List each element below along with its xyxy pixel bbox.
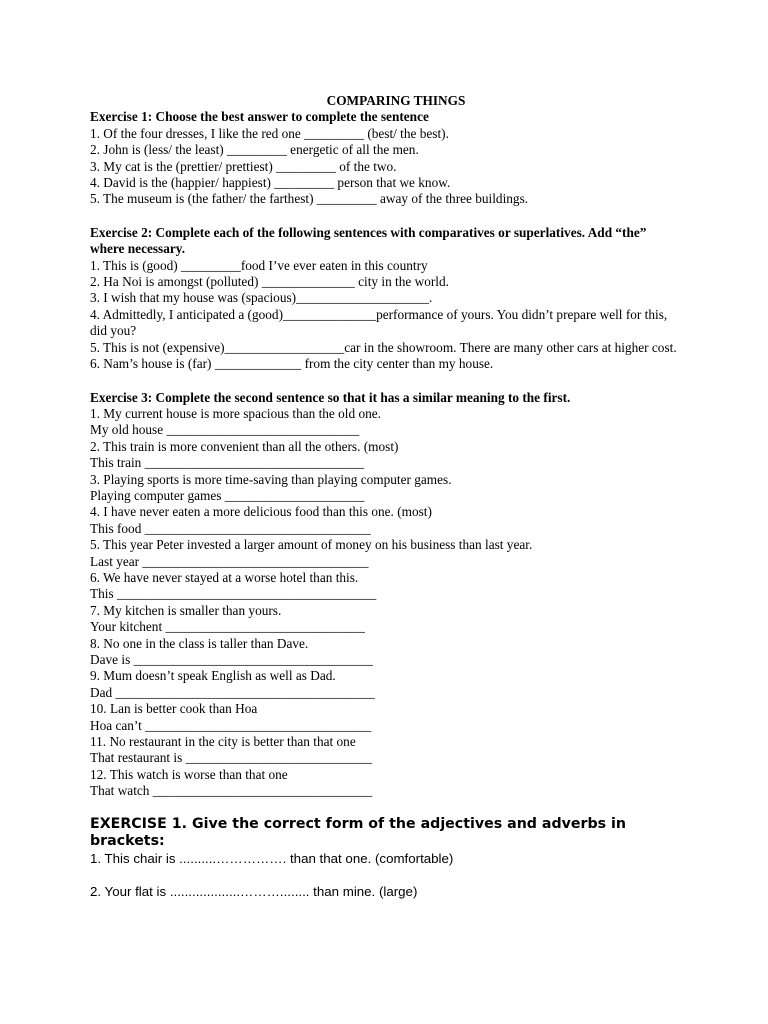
- exercise-2-item: 3. I wish that my house was (spacious)____________________.: [90, 290, 433, 306]
- exercise-1-item: 2. John is (less/ the least) _________ energetic of all the men.: [90, 142, 419, 158]
- exercise-3-answer-line: Playing computer games _____________________: [90, 487, 365, 503]
- exercise-3-prompt: 6. We have never stayed at a worse hotel than this.: [90, 569, 359, 585]
- exercise-3-answer-line: My old house _____________________________: [90, 422, 360, 438]
- exercise-3-prompt: 3. Playing sports is more time-saving than playing computer games.: [90, 471, 452, 487]
- exercise-2-item: 4. Admittedly, I anticipated a (good)______________performance of yours. You didn’t prepare well for this, did you?: [90, 306, 671, 339]
- exercise-3-prompt: 4. I have never eaten a more delicious food than this one. (most): [90, 504, 432, 520]
- page-title: COMPARING THINGS: [326, 93, 466, 108]
- exercise-3-prompt: 8. No one in the class is taller than Dave.: [90, 635, 309, 651]
- exercise-3-answer-line: That watch _________________________________: [90, 783, 373, 799]
- exercise-2: [90, 225, 680, 373]
- exercise-3-prompt: 7. My kitchen is smaller than yours.: [90, 602, 282, 618]
- exercise-3-answer-line: That restaurant is ____________________________: [90, 750, 372, 766]
- exercise-3-answer-line: Dad _______________________________________: [90, 684, 375, 700]
- exercise-1-heading: Exercise 1: Choose the best answer to complete the sentence: [90, 109, 429, 125]
- exercise-2-heading: Exercise 2: Complete each of the following sentences with comparatives or superlatives. Add “the” where necessary.: [90, 224, 647, 257]
- exercise-3-prompt: 12. This watch is worse than that one: [90, 766, 288, 782]
- exercise-1: [90, 109, 690, 207]
- exercise-2-item: 2. Ha Noi is amongst (polluted) ______________ city in the world.: [90, 274, 449, 290]
- exercise-2-item: 5. This is not (expensive)__________________car in the showroom. There are many other cars at higher cost.: [90, 339, 677, 355]
- exercise-b-item: 2. Your flat is ...................………........ than mine. (large): [90, 883, 418, 899]
- exercise-3-prompt: 2. This train is more convenient than all the others. (most): [90, 438, 399, 454]
- exercise-3-prompt: 10. Lan is better cook than Hoa: [90, 701, 258, 717]
- exercise-b-heading: EXERCISE 1. Give the correct form of the adjectives and adverbs in brackets:: [90, 815, 626, 849]
- exercise-1-item: 3. My cat is the (prettier/ prettiest) _________ of the two.: [90, 158, 397, 174]
- exercise-3-answer-line: This _______________________________________: [90, 586, 377, 602]
- exercise-b: [90, 816, 690, 900]
- exercise-1-item: 1. Of the four dresses, I like the red one _________ (best/ the best).: [90, 125, 449, 141]
- exercise-3-prompt: 1. My current house is more spacious than the old one.: [90, 405, 381, 421]
- exercise-3-answer-line: This train _________________________________: [90, 455, 365, 471]
- exercise-1-item: 5. The museum is (the father/ the farthest) _________ away of the three buildings.: [90, 191, 529, 207]
- worksheet-content: [90, 93, 690, 900]
- exercise-3-heading: Exercise 3: Complete the second sentence so that it has a similar meaning to the first.: [90, 389, 571, 405]
- exercise-3: [90, 390, 690, 800]
- exercise-3-prompt: 11. No restaurant in the city is better than that one: [90, 734, 356, 750]
- exercise-3-prompt: 9. Mum doesn’t speak English as well as Dad.: [90, 668, 336, 684]
- exercise-2-item: 1. This is (good) _________food I’ve ever eaten in this country: [90, 257, 428, 273]
- exercise-1-item: 4. David is the (happier/ happiest) _________ person that we know.: [90, 175, 451, 191]
- exercise-b-item: 1. This chair is ..........……………. than that one. (comfortable): [90, 850, 454, 866]
- exercise-3-answer-line: Dave is ____________________________________: [90, 652, 373, 667]
- exercise-3-answer-line: Hoa can’t __________________________________: [90, 717, 372, 733]
- exercise-3-answer-line: This food __________________________________: [90, 520, 371, 536]
- exercise-3-answer-line: Your kitchent ______________________________: [90, 619, 365, 635]
- exercise-2-item: 6. Nam’s house is (far) _____________ from the city center than my house.: [90, 356, 494, 372]
- exercise-3-answer-line: Last year __________________________________: [90, 553, 369, 569]
- exercise-3-prompt: 5. This year Peter invested a larger amount of money on his business than last year.: [90, 537, 533, 553]
